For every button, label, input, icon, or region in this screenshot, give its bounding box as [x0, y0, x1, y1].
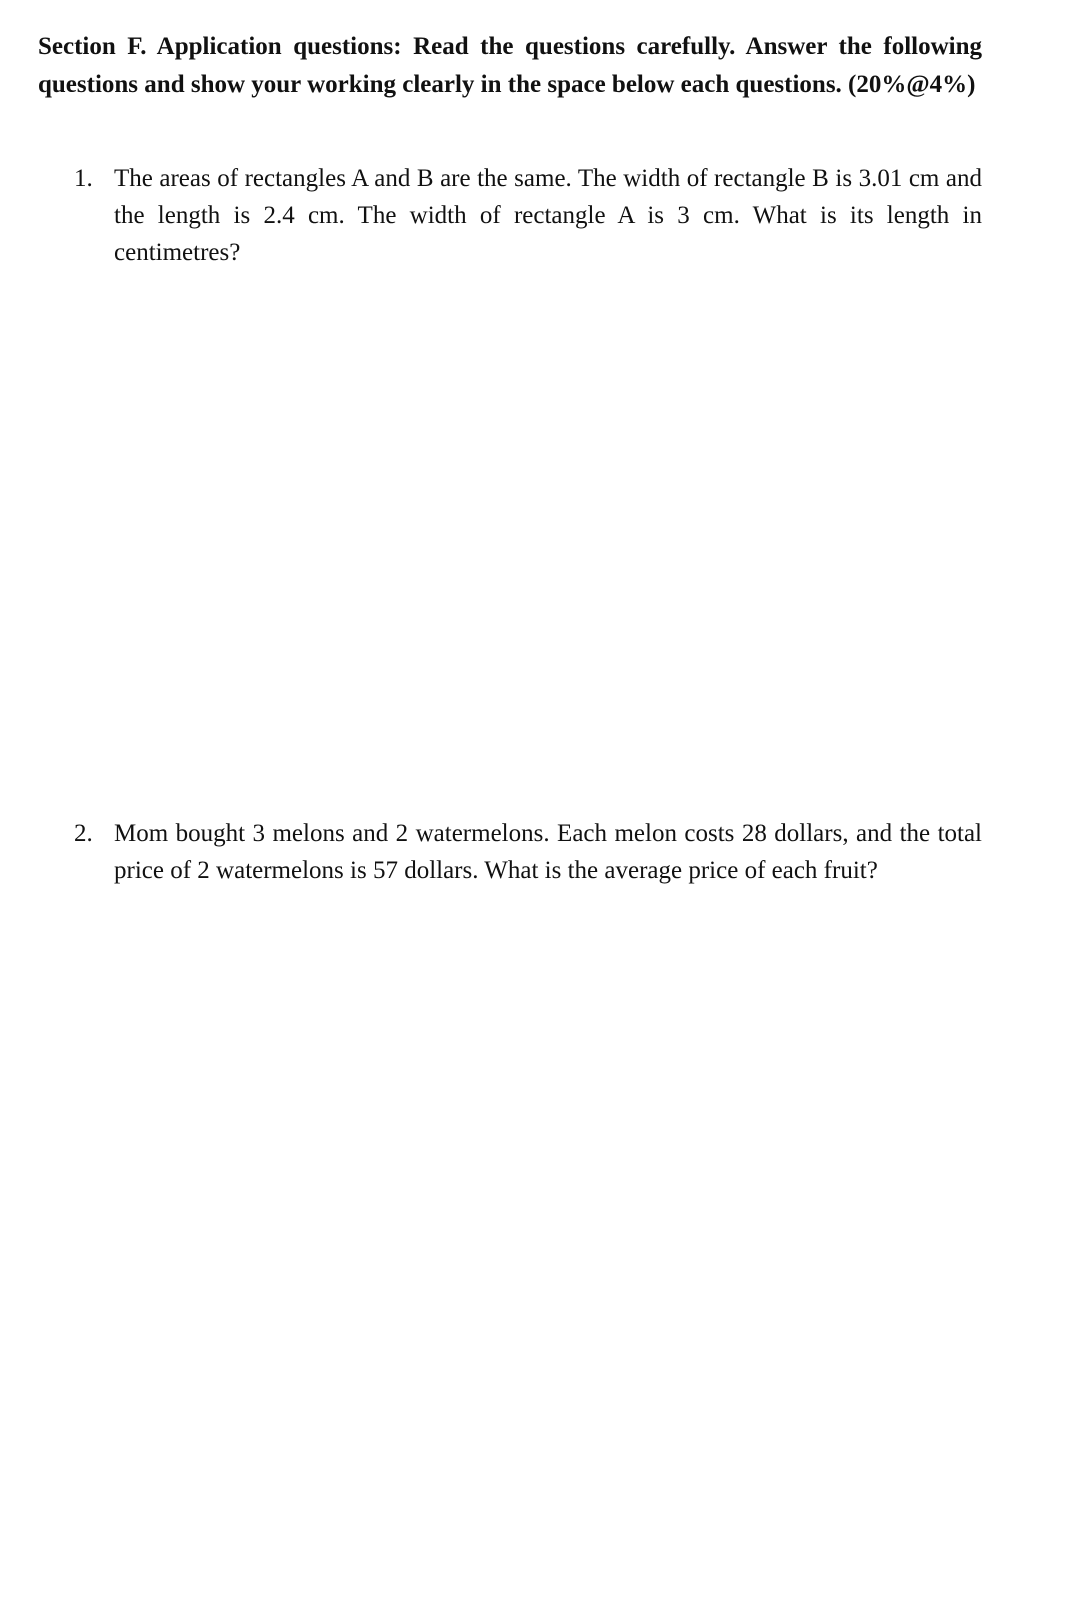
- question-2: [74, 815, 982, 889]
- question-1: [74, 160, 982, 271]
- section-heading: Section F. Application questions: Read the questions carefully. Answer the following questions and show your working clearly in the space below each questions. (20%@4%): [38, 33, 982, 98]
- question-text: Mom bought 3 melons and 2 watermelons. Each melon costs 28 dollars, and the total price of 2 watermelons is 57 dollars. What is the average price of each fruit?: [114, 820, 982, 884]
- question-number: 2.: [74, 820, 93, 847]
- answer-space-2[interactable]: [112, 935, 982, 1575]
- question-number: 1.: [74, 165, 93, 192]
- question-text: The areas of rectangles A and B are the same. The width of rectangle B is 3.01 cm and the length is 2.4 cm. The width of rectangle A is 3 cm. What is its length in centimetres?: [114, 165, 982, 266]
- answer-space-1[interactable]: [112, 275, 982, 795]
